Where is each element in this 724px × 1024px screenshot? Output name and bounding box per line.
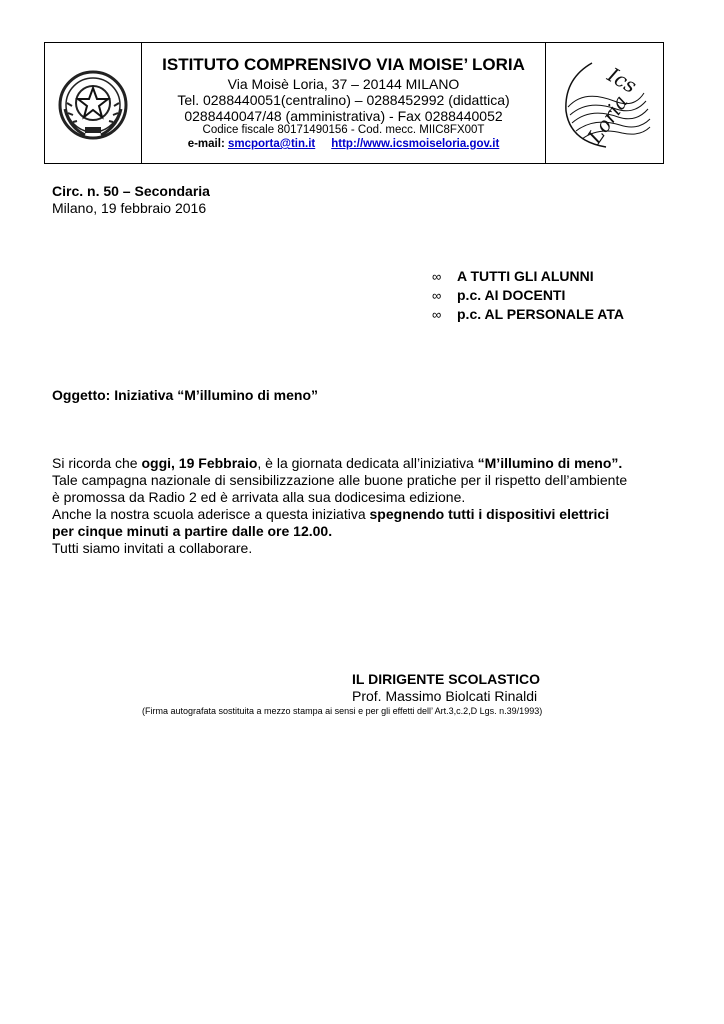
recipient-label: p.c. AL PERSONALE ATA — [457, 306, 624, 322]
school-logo-icon — [554, 49, 654, 159]
recipient-item — [432, 286, 624, 305]
email-link[interactable]: smcporta@tin.it — [227, 138, 316, 151]
infinity-bullet-icon: ∞ — [432, 288, 442, 303]
body-line: Tale campagna nazionale di sensibilizzazione alle buone pratiche per il rispetto dell’ambiente — [52, 472, 628, 488]
body-text: Si ricorda che — [52, 455, 142, 471]
letterhead-text — [142, 55, 545, 151]
body-line: Tutti siamo invitati a collaborare. — [52, 540, 253, 556]
school-phone-admin: 0288440047/48 (amministrativa) - Fax 0288440052 — [184, 107, 503, 124]
recipient-item — [432, 305, 624, 324]
infinity-bullet-icon: ∞ — [432, 307, 442, 322]
initiative-name: “M’illumino di meno”. — [477, 455, 623, 471]
signatory-title: IL DIRIGENTE SCOLASTICO — [352, 671, 540, 687]
school-address: Via Moisè Loria, 37 – 20144 MILANO — [227, 75, 460, 92]
recipients-list — [432, 267, 624, 324]
body-date-emphasis: oggi, 19 Febbraio — [141, 455, 258, 471]
signatory-name: Prof. Massimo Biolcati Rinaldi — [352, 688, 538, 704]
contact-line — [142, 138, 545, 151]
letterhead — [44, 42, 664, 164]
infinity-bullet-icon: ∞ — [432, 269, 442, 284]
body-text: Anche la nostra scuola aderisce a questa iniziativa — [52, 506, 370, 522]
body-line — [52, 523, 662, 540]
school-phone: Tel. 0288440051(centralino) – 0288452992 (didattica) — [177, 91, 510, 108]
body-line — [52, 455, 662, 472]
signature-block — [352, 671, 540, 705]
emblem-cell — [45, 43, 142, 163]
logo-text-ics: Ics — [603, 62, 641, 99]
school-name: ISTITUTO COMPRENSIVO VIA MOISE’ LORIA — [162, 55, 525, 74]
body-text: , è la giornata dedicata all’iniziativa — [257, 455, 478, 471]
logo-text-loria: Loria — [582, 90, 633, 148]
body-emphasis: per cinque minuti a partire dalle ore 12.00. — [52, 523, 333, 539]
website-link[interactable]: http://www.icsmoiseloria.gov.it — [331, 138, 500, 151]
place-date: Milano, 19 febbraio 2016 — [52, 200, 207, 216]
body-line — [52, 506, 662, 523]
body-emphasis: spegnendo tutti i dispositivi elettrici — [369, 506, 610, 522]
recipient-label: p.c. AI DOCENTI — [457, 287, 566, 303]
recipient-label: A TUTTI GLI ALUNNI — [457, 268, 594, 284]
circular-number: Circ. n. 50 – Secondaria — [52, 183, 210, 199]
italian-republic-emblem-icon — [55, 69, 131, 141]
subject-line: Oggetto: Iniziativa “M’illumino di meno” — [52, 387, 318, 403]
email-label: e-mail: — [187, 138, 225, 151]
recipient-item — [432, 267, 624, 286]
tax-code: Codice fiscale 80171490156 - Cod. mecc. MIIC8FX00T — [202, 123, 485, 136]
signature-note: (Firma autografata sostituita a mezzo stampa ai sensi e per gli effetti dell’ Art.3,c.2,D Lgs. n.39/1993) — [142, 706, 543, 716]
body-line: è promossa da Radio 2 ed è arrivata alla sua dodicesima edizione. — [52, 489, 466, 505]
circular-info — [52, 183, 210, 217]
school-logo-cell — [545, 43, 663, 163]
letter-body — [52, 455, 662, 557]
